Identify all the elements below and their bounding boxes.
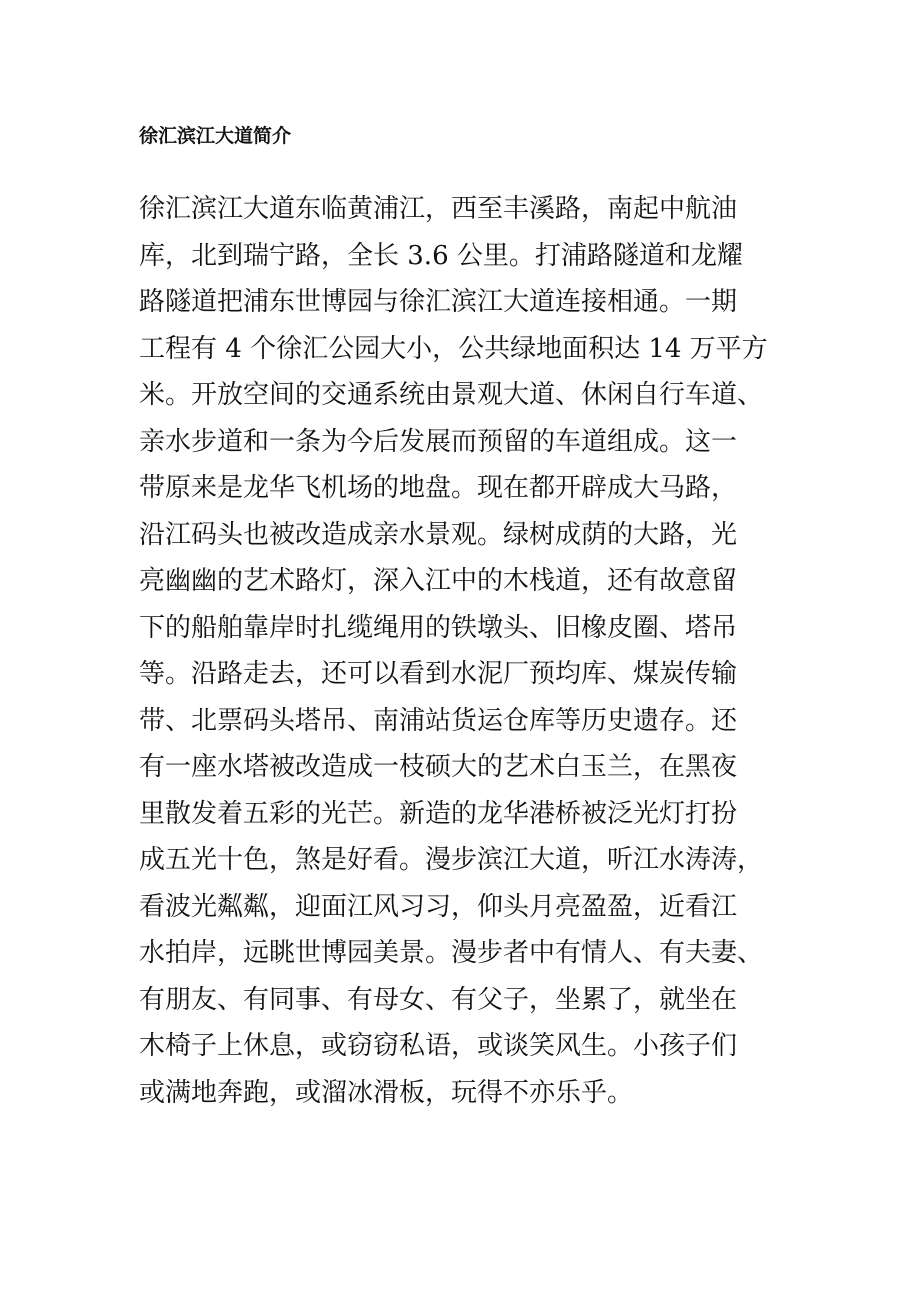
body-line: 水拍岸，远眺世博园美景。漫步者中有情人、有夫妻、: [139, 938, 764, 968]
document-title: 徐汇滨江大道简介: [139, 125, 292, 147]
body-line: 带原来是龙华飞机场的地盘。现在都开辟成大马路，: [139, 473, 738, 503]
body-line: 里散发着五彩的光芒。新造的龙华港桥被泛光灯打扮: [139, 798, 738, 829]
body-line: 看波光粼粼，迎面江风习习，仰头月亮盈盈，近看江: [139, 891, 738, 922]
body-line: 有朋友、有同事、有母女、有父子，坐累了，就坐在: [139, 984, 738, 1015]
body-line: 亮幽幽的艺术路灯，深入江中的木栈道，还有故意留: [139, 566, 738, 596]
body-line: 沿江码头也被改造成亲水景观。绿树成荫的大路，光: [139, 519, 738, 550]
body-line: 工程有 4 个徐汇公园大小，公共绿地面积达 14 万平方: [139, 333, 768, 364]
body-line: 路隧道把浦东世博园与徐汇滨江大道连接相通。一期: [139, 287, 738, 317]
body-line: 米。开放空间的交通系统由景观大道、休闲自行车道、: [139, 380, 764, 410]
document-body: [139, 186, 799, 1116]
body-line: 木椅子上休息，或窃窃私语，或谈笑风生。小孩子们: [139, 1031, 738, 1061]
body-line: 或满地奔跑，或溜冰滑板，玩得不亦乐乎。: [139, 1077, 634, 1108]
body-line: 徐汇滨江大道东临黄浦江，西至丰溪路，南起中航油: [139, 194, 738, 224]
body-line: 等。沿路走去，还可以看到水泥厂预均库、煤炭传输: [139, 659, 738, 689]
body-line: 带、北票码头塔吊、南浦站货运仓库等历史遗存。还: [139, 705, 738, 736]
body-line: 成五光十色，煞是好看。漫步滨江大道，听江水涛涛，: [139, 845, 764, 875]
body-line: 有一座水塔被改造成一枝硕大的艺术白玉兰，在黑夜: [139, 752, 738, 782]
body-line: 亲水步道和一条为今后发展而预留的车道组成。这一: [139, 426, 738, 457]
body-line: 下的船舶靠岸时扎缆绳用的铁墩头、旧橡皮圈、塔吊: [139, 612, 738, 643]
body-line: 库，北到瑞宁路，全长 3.6 公里。打浦路隧道和龙耀: [139, 240, 743, 271]
